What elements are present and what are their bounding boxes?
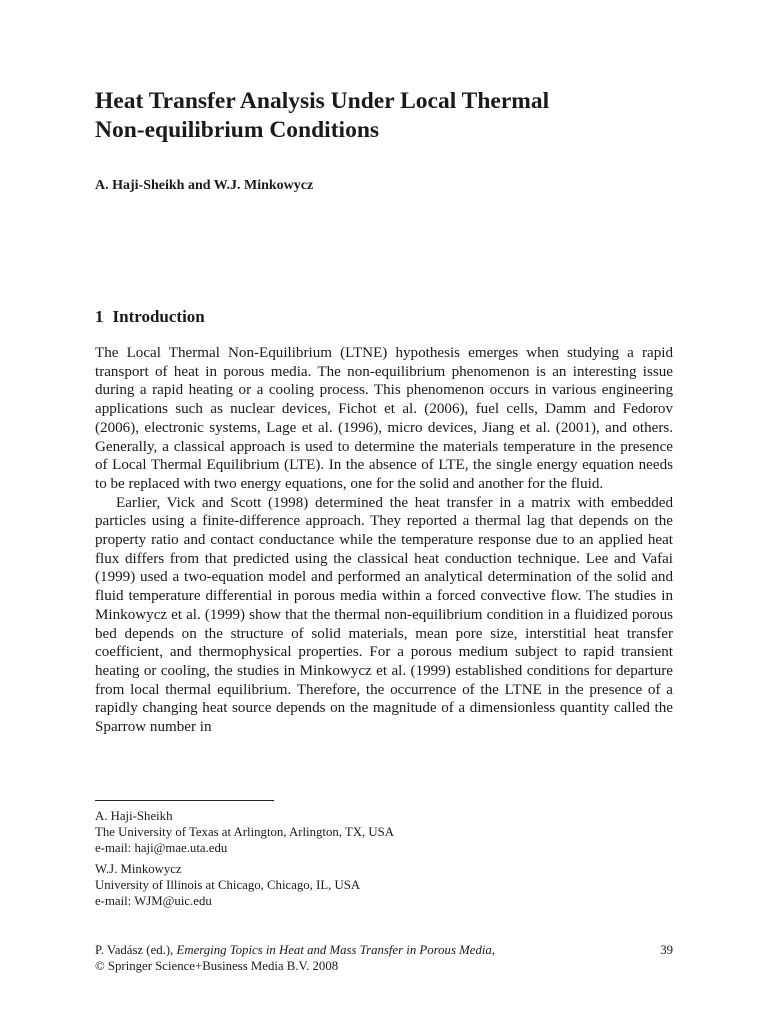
citation-line [95,942,495,958]
editor-credit: P. Vadász (ed.), [95,943,174,957]
author-affiliation [95,808,673,856]
affiliation-email: e-mail: WJM@uic.edu [95,894,212,908]
paper-title [95,87,673,145]
copyright-line: © Springer Science+Business Media B.V. 2008 [95,959,339,973]
section-heading [95,306,205,328]
section-number: 1 [95,307,104,326]
author-list: A. Haji-Sheikh and W.J. Minkowycz [95,178,314,193]
affiliation-institution: The University of Texas at Arlington, Arlington, TX, USA [95,825,394,839]
page-footer [95,942,673,974]
affiliation-name: A. Haji-Sheikh [95,809,173,823]
affiliation-email: e-mail: haji@mae.uta.edu [95,841,228,855]
paragraph: The Local Thermal Non-Equilibrium (LTNE) hypothesis emerges when studying a rapid transport of heat in porous media. The non-equilibrium phenomenon is an interesting issue during a rapid heating or a cooling process. This phenomenon occurs in various engineering applications such as nuclear devices, Fichot et al. (2006), fuel cells, Damm and Fedorov (2006), electronic systems, Lage et al. (1996), micro devices, Jiang et al. (2001), and others. Generally, a classical approach is used to determine the materials temperature in the presence of Local Thermal Equilibrium (LTE). In the absence of LTE, the single energy equation needs to be replaced with two energy equations, one for the solid and another for the fluid. [95,345,673,492]
title-line: Non-equilibrium Conditions [95,117,380,143]
affiliation-institution: University of Illinois at Chicago, Chicago, IL, USA [95,878,361,892]
author-affiliation [95,861,673,909]
footnote-divider [95,800,274,801]
body-text [95,344,673,737]
page-number: 39 [660,943,673,957]
section-title: Introduction [112,307,205,326]
book-title: Emerging Topics in Heat and Mass Transfer in Porous Media, [176,943,496,957]
paragraph: Earlier, Vick and Scott (1998) determined the heat transfer in a matrix with embedded particles using a finite-difference approach. They reported a thermal lag that depends on the property ratio and contact conductance while the temperature response due to an applied heat flux differs from that predicted using the classical heat conduction technique. Lee and Vafai (1999) used a two-equation model and performed an analytical determination of the solid and fluid temperature differential in porous media within a forced convective flow. The studies in Minkowycz et al. (1999) show that the thermal non-equilibrium condition in a fluidized porous bed depends on the structure of solid materials, mean pore size, interstitial heat transfer coefficient, and thermophysical properties. For a porous medium subject to rapid transient heating or cooling, the studies in Minkowycz et al. (1999) established conditions for departure from local thermal equilibrium. Therefore, the occurrence of the LTNE in the presence of a rapidly changing heat source depends on the magnitude of a dimensionless quantity called the Sparrow number in [95,494,673,736]
title-line: Heat Transfer Analysis Under Local Thermal [95,88,550,114]
affiliation-name: W.J. Minkowycz [95,862,182,876]
